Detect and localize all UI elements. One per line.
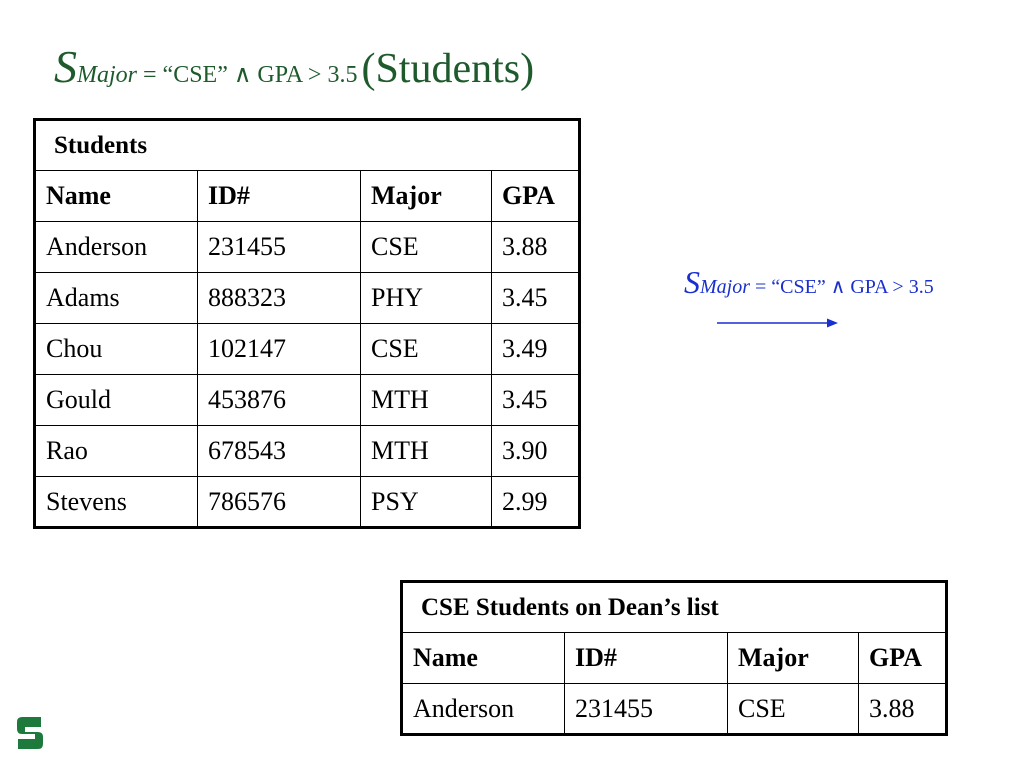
table-cell: 3.45 xyxy=(492,273,580,324)
table-cell: 3.88 xyxy=(859,684,947,735)
table-cell: CSE xyxy=(728,684,859,735)
table-cell: PSY xyxy=(361,477,492,528)
table-cell: Stevens xyxy=(35,477,198,528)
title-condition-rest: = “CSE” ∧ GPA > 3.5 xyxy=(137,62,358,88)
table-row xyxy=(402,684,947,735)
table-cell: 786576 xyxy=(198,477,361,528)
title-condition xyxy=(77,62,357,88)
header-cell: Major xyxy=(361,171,492,222)
table-cell: Gould xyxy=(35,375,198,426)
students-caption-row xyxy=(35,120,580,171)
table-cell: 3.45 xyxy=(492,375,580,426)
students-caption: Students xyxy=(35,120,580,171)
table-cell: Adams xyxy=(35,273,198,324)
table-row xyxy=(35,273,580,324)
header-cell: GPA xyxy=(492,171,580,222)
table-cell: 3.49 xyxy=(492,324,580,375)
table-row xyxy=(35,324,580,375)
deans-header-row xyxy=(402,633,947,684)
table-row xyxy=(35,375,580,426)
table-cell: CSE xyxy=(361,324,492,375)
table-cell: 3.90 xyxy=(492,426,580,477)
selection-sigma: S xyxy=(684,264,700,300)
header-cell: ID# xyxy=(198,171,361,222)
table-cell: Rao xyxy=(35,426,198,477)
table-cell: 3.88 xyxy=(492,222,580,273)
deans-caption-row xyxy=(402,582,947,633)
spartan-s-logo-icon xyxy=(14,714,46,752)
title-relation: (Students) xyxy=(361,46,535,92)
table-cell: MTH xyxy=(361,426,492,477)
table-cell: CSE xyxy=(361,222,492,273)
selection-condition-rest: = “CSE” ∧ GPA > 3.5 xyxy=(750,276,934,298)
header-cell: Major xyxy=(728,633,859,684)
title-condition-attr: Major xyxy=(77,62,137,88)
table-row xyxy=(35,426,580,477)
title-sigma: S xyxy=(54,41,77,92)
table-cell: 231455 xyxy=(198,222,361,273)
selection-arrow-icon xyxy=(716,315,840,329)
table-cell: PHY xyxy=(361,273,492,324)
table-row xyxy=(35,477,580,528)
slide-title xyxy=(54,40,534,93)
selection-condition xyxy=(700,276,934,298)
table-cell: 102147 xyxy=(198,324,361,375)
table-cell: 453876 xyxy=(198,375,361,426)
header-cell: Name xyxy=(35,171,198,222)
table-cell: Chou xyxy=(35,324,198,375)
header-cell: Name xyxy=(402,633,565,684)
table-cell: 231455 xyxy=(565,684,728,735)
deans-caption: CSE Students on Dean’s list xyxy=(402,582,947,633)
deans-list-table xyxy=(400,580,948,736)
table-cell: 888323 xyxy=(198,273,361,324)
selection-condition-attr: Major xyxy=(700,276,750,298)
header-cell: ID# xyxy=(565,633,728,684)
table-cell: 2.99 xyxy=(492,477,580,528)
header-cell: GPA xyxy=(859,633,947,684)
students-table xyxy=(33,118,581,529)
table-row xyxy=(35,222,580,273)
table-cell: 678543 xyxy=(198,426,361,477)
table-cell: Anderson xyxy=(402,684,565,735)
table-cell: Anderson xyxy=(35,222,198,273)
students-header-row xyxy=(35,171,580,222)
table-cell: MTH xyxy=(361,375,492,426)
selection-label xyxy=(684,264,934,301)
